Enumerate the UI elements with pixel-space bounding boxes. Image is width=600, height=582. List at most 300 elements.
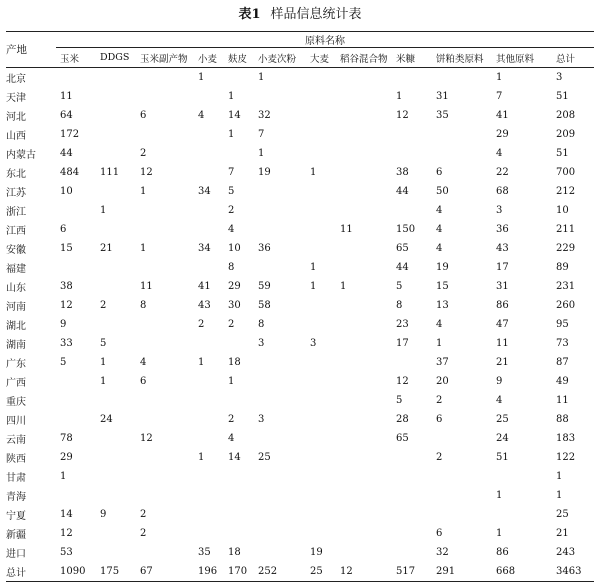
region-cell: 河南 <box>6 302 26 313</box>
value-cell: 209 <box>556 129 576 140</box>
value-cell <box>224 334 254 353</box>
value-cell <box>306 182 336 201</box>
value-cell: 24 <box>496 433 509 444</box>
value-cell <box>96 315 136 334</box>
value-cell: 18 <box>228 357 241 368</box>
value-cell: 2 <box>140 509 147 520</box>
value-cell: 1 <box>496 72 503 83</box>
value-cell <box>56 410 96 429</box>
value-cell <box>432 467 492 486</box>
value-cell: 4 <box>198 110 205 121</box>
value-cell <box>336 505 392 524</box>
value-cell: 51 <box>496 452 509 463</box>
value-cell <box>136 258 194 277</box>
value-cell: 1 <box>100 376 107 387</box>
value-cell <box>136 334 194 353</box>
value-cell: 9 <box>496 376 503 387</box>
value-cell: 10 <box>556 205 569 216</box>
value-cell: 5 <box>396 281 403 292</box>
value-cell: 700 <box>556 167 576 178</box>
region-cell: 甘肃 <box>6 473 26 484</box>
value-cell: 32 <box>436 547 449 558</box>
value-cell: 68 <box>496 186 509 197</box>
value-cell: 44 <box>60 148 73 159</box>
table-row <box>6 106 594 125</box>
value-cell: 2 <box>228 414 235 425</box>
value-cell: 668 <box>496 566 516 577</box>
value-cell <box>96 182 136 201</box>
value-cell <box>194 410 224 429</box>
value-cell <box>306 220 336 239</box>
value-cell <box>306 467 336 486</box>
value-cell: 25 <box>556 509 569 520</box>
value-cell <box>96 68 136 88</box>
value-cell: 25 <box>496 414 509 425</box>
value-cell: 111 <box>100 167 120 178</box>
value-cell: 25 <box>258 452 271 463</box>
value-cell: 64 <box>60 110 73 121</box>
value-cell <box>336 410 392 429</box>
value-cell: 12 <box>60 528 73 539</box>
value-cell <box>96 543 136 562</box>
value-cell <box>224 467 254 486</box>
table-row <box>6 524 594 543</box>
value-cell: 1 <box>556 471 563 482</box>
value-cell: 150 <box>396 224 416 235</box>
value-cell <box>336 182 392 201</box>
value-cell: 1 <box>198 72 205 83</box>
value-cell <box>56 68 96 88</box>
value-cell: 12 <box>340 566 353 577</box>
value-cell <box>336 353 392 372</box>
value-cell <box>492 505 552 524</box>
value-cell <box>136 448 194 467</box>
table-row <box>6 201 594 220</box>
value-cell: 6 <box>60 224 67 235</box>
value-cell <box>224 144 254 163</box>
value-cell <box>336 543 392 562</box>
region-cell: 北京 <box>6 74 26 85</box>
region-cell: 福建 <box>6 264 26 275</box>
region-cell: 新疆 <box>6 530 26 541</box>
value-cell: 38 <box>396 167 409 178</box>
value-cell <box>194 201 224 220</box>
value-cell <box>136 467 194 486</box>
value-cell: 1 <box>228 129 235 140</box>
value-cell: 29 <box>496 129 509 140</box>
value-cell: 1 <box>396 91 403 102</box>
column-header: 总计 <box>556 53 576 65</box>
value-cell: 231 <box>556 281 576 292</box>
value-cell <box>194 505 224 524</box>
value-cell <box>306 315 336 334</box>
value-cell: 51 <box>556 148 569 159</box>
value-cell: 1 <box>228 376 235 387</box>
value-cell: 4 <box>436 205 443 216</box>
value-cell: 18 <box>228 547 241 558</box>
table-row <box>6 543 594 562</box>
table-row <box>6 125 594 144</box>
value-cell: 1 <box>100 205 107 216</box>
value-cell: 260 <box>556 300 576 311</box>
value-cell: 1 <box>140 186 147 197</box>
value-cell <box>336 296 392 315</box>
value-cell: 11 <box>140 281 153 292</box>
value-cell <box>432 125 492 144</box>
table-row <box>6 163 594 182</box>
value-cell <box>136 486 194 505</box>
value-cell <box>254 87 306 106</box>
value-cell: 1 <box>60 471 67 482</box>
value-cell <box>336 239 392 258</box>
value-cell <box>336 524 392 543</box>
value-cell: 12 <box>140 167 153 178</box>
region-cell: 青海 <box>6 492 26 503</box>
value-cell <box>392 486 432 505</box>
value-cell <box>96 391 136 410</box>
value-cell <box>336 334 392 353</box>
region-cell: 山东 <box>6 283 26 294</box>
value-cell <box>336 106 392 125</box>
column-header-row <box>6 48 594 68</box>
value-cell <box>306 505 336 524</box>
value-cell: 44 <box>396 186 409 197</box>
value-cell: 14 <box>228 110 241 121</box>
value-cell <box>224 391 254 410</box>
group-header: 原料名称 <box>56 32 594 48</box>
table-row <box>6 220 594 239</box>
value-cell: 12 <box>396 376 409 387</box>
value-cell <box>306 296 336 315</box>
column-header: 麸皮 <box>228 53 248 65</box>
value-cell: 229 <box>556 243 576 254</box>
value-cell <box>136 220 194 239</box>
value-cell <box>392 125 432 144</box>
value-cell <box>96 87 136 106</box>
region-cell: 四川 <box>6 416 26 427</box>
value-cell <box>306 125 336 144</box>
value-cell <box>336 467 392 486</box>
column-header: 大麦 <box>310 53 330 65</box>
column-header: 玉米 <box>60 53 80 65</box>
region-cell: 天津 <box>6 93 26 104</box>
value-cell: 78 <box>60 433 73 444</box>
region-cell: 河北 <box>6 112 26 123</box>
value-cell <box>136 125 194 144</box>
region-cell: 重庆 <box>6 397 26 408</box>
column-header: 小麦 <box>198 53 218 65</box>
value-cell <box>306 68 336 88</box>
value-cell <box>254 201 306 220</box>
value-cell: 11 <box>340 224 353 235</box>
value-cell: 65 <box>396 243 409 254</box>
value-cell: 19 <box>310 547 323 558</box>
value-cell: 20 <box>436 376 449 387</box>
value-cell: 5 <box>100 338 107 349</box>
value-cell <box>336 486 392 505</box>
value-cell: 32 <box>258 110 271 121</box>
value-cell: 1 <box>310 167 317 178</box>
value-cell: 17 <box>496 262 509 273</box>
value-cell <box>254 524 306 543</box>
value-cell <box>136 68 194 88</box>
column-header: DDGS <box>100 52 130 63</box>
value-cell <box>392 524 432 543</box>
value-cell: 10 <box>60 186 73 197</box>
value-cell <box>194 144 224 163</box>
table-body <box>6 68 594 582</box>
table-row <box>6 87 594 106</box>
value-cell: 6 <box>436 414 443 425</box>
value-cell <box>194 220 224 239</box>
table-row <box>6 239 594 258</box>
value-cell: 3 <box>310 338 317 349</box>
value-cell <box>136 410 194 429</box>
value-cell <box>306 87 336 106</box>
value-cell: 29 <box>60 452 73 463</box>
value-cell: 28 <box>396 414 409 425</box>
region-cell: 内蒙古 <box>6 150 36 161</box>
value-cell <box>254 429 306 448</box>
value-cell: 25 <box>310 566 323 577</box>
value-cell: 38 <box>60 281 73 292</box>
table-row <box>6 410 594 429</box>
value-cell <box>194 467 224 486</box>
value-cell <box>96 467 136 486</box>
value-cell: 33 <box>60 338 73 349</box>
value-cell: 8 <box>140 300 147 311</box>
value-cell: 44 <box>396 262 409 273</box>
value-cell <box>194 334 224 353</box>
value-cell <box>254 182 306 201</box>
value-cell: 50 <box>436 186 449 197</box>
column-header: 饼粕类原料 <box>436 53 484 65</box>
value-cell: 1 <box>100 357 107 368</box>
value-cell <box>224 524 254 543</box>
value-cell <box>56 486 96 505</box>
value-cell: 7 <box>228 167 235 178</box>
value-cell <box>306 391 336 410</box>
value-cell: 2 <box>436 452 443 463</box>
value-cell: 2 <box>100 300 107 311</box>
sample-statistics-table <box>6 31 594 582</box>
value-cell <box>254 372 306 391</box>
value-cell <box>136 315 194 334</box>
value-cell: 58 <box>258 300 271 311</box>
value-cell <box>224 68 254 88</box>
value-cell: 211 <box>556 224 576 235</box>
value-cell <box>254 391 306 410</box>
region-cell: 山西 <box>6 131 26 142</box>
region-cell: 江西 <box>6 226 26 237</box>
value-cell <box>392 448 432 467</box>
value-cell <box>392 68 432 88</box>
value-cell: 2 <box>198 319 205 330</box>
value-cell: 21 <box>496 357 509 368</box>
value-cell: 15 <box>60 243 73 254</box>
table-row <box>6 296 594 315</box>
table-row <box>6 467 594 486</box>
corner-header: 产地 <box>6 44 27 56</box>
table-row <box>6 486 594 505</box>
value-cell: 37 <box>436 357 449 368</box>
value-cell <box>56 258 96 277</box>
value-cell: 12 <box>140 433 153 444</box>
table-row <box>6 562 594 582</box>
region-cell: 云南 <box>6 435 26 446</box>
value-cell: 35 <box>436 110 449 121</box>
column-header: 其他原料 <box>496 53 535 65</box>
value-cell: 86 <box>496 300 509 311</box>
value-cell: 2 <box>140 148 147 159</box>
value-cell: 3 <box>496 205 503 216</box>
region-cell: 安徽 <box>6 245 26 256</box>
value-cell <box>432 505 492 524</box>
value-cell: 43 <box>496 243 509 254</box>
value-cell <box>336 201 392 220</box>
value-cell <box>306 524 336 543</box>
value-cell: 6 <box>140 376 147 387</box>
value-cell: 41 <box>198 281 211 292</box>
value-cell <box>194 524 224 543</box>
value-cell: 8 <box>258 319 265 330</box>
value-cell: 43 <box>198 300 211 311</box>
value-cell: 87 <box>556 357 569 368</box>
value-cell: 59 <box>258 281 271 292</box>
value-cell <box>492 467 552 486</box>
table-row <box>6 372 594 391</box>
value-cell <box>136 391 194 410</box>
value-cell: 12 <box>60 300 73 311</box>
value-cell: 484 <box>60 167 80 178</box>
region-cell: 宁夏 <box>6 511 26 522</box>
table-row <box>6 353 594 372</box>
value-cell <box>136 201 194 220</box>
value-cell: 11 <box>60 91 73 102</box>
value-cell <box>224 486 254 505</box>
value-cell: 36 <box>258 243 271 254</box>
value-cell: 1 <box>496 490 503 501</box>
value-cell: 1 <box>258 148 265 159</box>
value-cell: 34 <box>198 186 211 197</box>
value-cell: 9 <box>100 509 107 520</box>
value-cell: 10 <box>228 243 241 254</box>
value-cell: 183 <box>556 433 576 444</box>
value-cell: 73 <box>556 338 569 349</box>
value-cell: 1 <box>198 357 205 368</box>
value-cell: 517 <box>396 566 416 577</box>
value-cell: 8 <box>396 300 403 311</box>
value-cell <box>432 429 492 448</box>
column-header: 米糠 <box>396 53 416 65</box>
header-group-row <box>6 32 594 48</box>
value-cell: 47 <box>496 319 509 330</box>
value-cell: 2 <box>436 395 443 406</box>
value-cell <box>306 353 336 372</box>
value-cell: 53 <box>60 547 73 558</box>
value-cell: 7 <box>496 91 503 102</box>
value-cell <box>392 201 432 220</box>
value-cell: 4 <box>436 224 443 235</box>
value-cell <box>96 125 136 144</box>
value-cell <box>306 448 336 467</box>
value-cell <box>224 505 254 524</box>
value-cell: 3463 <box>556 566 582 577</box>
value-cell <box>392 144 432 163</box>
value-cell <box>254 353 306 372</box>
value-cell: 1 <box>310 262 317 273</box>
value-cell <box>392 353 432 372</box>
value-cell <box>96 144 136 163</box>
value-cell: 3 <box>258 414 265 425</box>
value-cell: 86 <box>496 547 509 558</box>
region-cell: 湖北 <box>6 321 26 332</box>
value-cell <box>336 429 392 448</box>
column-header: 玉米副产物 <box>140 53 188 65</box>
value-cell <box>306 106 336 125</box>
value-cell <box>254 220 306 239</box>
table-row <box>6 144 594 163</box>
value-cell <box>336 315 392 334</box>
value-cell <box>336 144 392 163</box>
value-cell: 31 <box>436 91 449 102</box>
value-cell <box>194 258 224 277</box>
value-cell: 1 <box>556 490 563 501</box>
value-cell <box>336 163 392 182</box>
value-cell <box>306 144 336 163</box>
value-cell: 1 <box>340 281 347 292</box>
table-row <box>6 277 594 296</box>
value-cell: 11 <box>496 338 509 349</box>
value-cell <box>392 543 432 562</box>
value-cell <box>306 239 336 258</box>
value-cell: 170 <box>228 566 248 577</box>
value-cell <box>96 486 136 505</box>
value-cell: 89 <box>556 262 569 273</box>
value-cell: 4 <box>496 395 503 406</box>
value-cell: 12 <box>396 110 409 121</box>
value-cell <box>336 68 392 88</box>
region-cell: 湖南 <box>6 340 26 351</box>
region-cell: 总计 <box>6 568 26 579</box>
value-cell: 1090 <box>60 566 86 577</box>
value-cell <box>306 201 336 220</box>
value-cell: 14 <box>228 452 241 463</box>
value-cell <box>96 258 136 277</box>
value-cell <box>336 87 392 106</box>
value-cell: 4 <box>436 243 443 254</box>
value-cell: 3 <box>556 72 563 83</box>
value-cell <box>56 391 96 410</box>
value-cell: 4 <box>496 148 503 159</box>
value-cell: 1 <box>140 243 147 254</box>
value-cell <box>254 467 306 486</box>
table-row <box>6 448 594 467</box>
value-cell: 21 <box>100 243 113 254</box>
value-cell: 175 <box>100 566 120 577</box>
value-cell: 4 <box>436 319 443 330</box>
value-cell <box>432 144 492 163</box>
value-cell: 23 <box>396 319 409 330</box>
value-cell: 17 <box>396 338 409 349</box>
value-cell: 5 <box>60 357 67 368</box>
value-cell: 2 <box>140 528 147 539</box>
value-cell <box>96 277 136 296</box>
value-cell <box>56 372 96 391</box>
table-row <box>6 258 594 277</box>
table-row <box>6 182 594 201</box>
value-cell <box>254 258 306 277</box>
